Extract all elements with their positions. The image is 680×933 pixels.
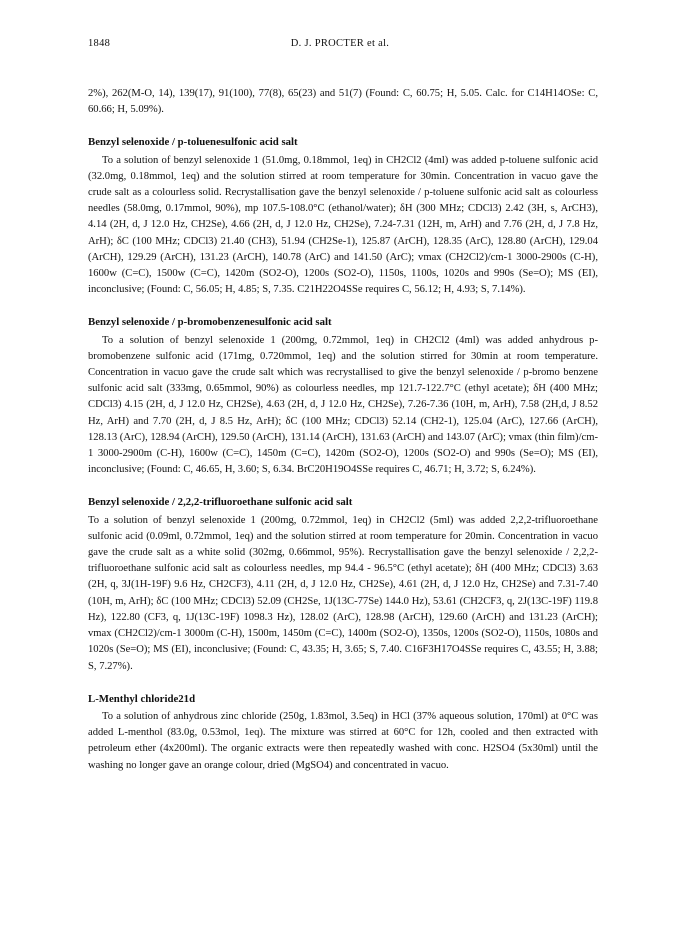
section-text: To a solution of benzyl selenoxide 1 (200mg, 0.72mmol, 1eq) in CH2Cl2 (4ml) was added anhydrous p-bromobenzene sulfonic acid (171mg, 0.720mmol, 1eq) and the solution stirred for 30min at room temperature. Concentration in vacuo gave the crude salt which was recrystallised to give the benzyl selenoxide / p-bromo benzene sulfonic acid salt (333mg, 0.65mmol, 90%) as colourless needles, mp 121.7-122.7°C (ethyl acetate); δH (400 MHz; CDCl3) 4.15 (2H, d, J 12.0 Hz, CH2Se), 4.63 (2H, d, J 12.0 Hz, CH2Se), 7.26-7.36 (10H, m, ArH), 7.58 (2H,d, J 8.52 Hz, ArH) and 7.70 (2H, d, J 8.5 Hz, ArH); δC (100 MHz; CDCl3) 52.14 (CH2-1), 125.04 (ArC), 127.66 (ArCH), 128.13 (ArC), 128.94 (ArCH), 129.50 (ArCH), 131.14 (ArCH), 131.63 (ArCH) and 143.07 (ArC); vmax (thin film)/cm-1 3000-2900m (C-H), 1600w (C=C), 1450m (C=C), 1420m (SO2-O), 1200s (SO2-O) and 990s (Se=O); MS (EI), inconclusive; (Found: C, 46.65, H, 3.60; S, 6.34. BrC20H19O4SSe requires C, 46.71; H, 3.72; S, 6.24%). (88, 334, 598, 476)
section-menthyl-chloride (88, 691, 598, 774)
section-text: To a solution of benzyl selenoxide 1 (51.0mg, 0.18mmol, 1eq) in CH2Cl2 (4ml) was added p-toluene sulfonic acid (32.0mg, 0.18mmol, 1eq) and the solution stirred at room temperature for 30min. Concentration in vacuo gave the crude salt as a colourless solid. Recrystallisation gave the benzyl selenoxide / p-toluene sulfonic acid salt as colourless needles (58.0mg, 0.17mmol, 90%), mp 107.5-108.0°C (ethanol/water); δH (300 MHz; CDCl3) 2.42 (3H, s, ArCH3), 4.14 (2H, d, J 12.0 Hz, CH2Se), 4.66 (2H, d, J 12.0 Hz, CH2Se), 7.24-7.31 (12H, m, ArH) and 7.76 (2H, d, J 7.8 Hz, ArH); δC (100 MHz; CDCl3) 21.40 (CH3), 51.94 (CH2Se-1), 125.87 (ArCH), 128.35 (ArC), 128.80 (ArCH), 129.04 (ArCH), 129.29 (ArCH), 131.23 (ArCH), 140.78 (ArC) and 141.50 (ArC); vmax (CH2Cl2)/cm-1 3000-2900s (C-H), 1600w (C=C), 1500w (C=C), 1420m (SO2-O), 1200s (SO2-O), 1150s, 1100s, 1020s and 990s (Se=O); MS (EI), inconclusive; (Found: C, 56.05; H, 4.85; S, 7.35. C21H22O4SSe requires C, 56.12; H, 4.93; S, 7.14%). (88, 154, 598, 296)
page-body (88, 86, 598, 774)
section-title: Benzyl selenoxide / p-toluenesulfonic acid salt (88, 136, 298, 149)
section-title: L-Menthyl chloride21d (88, 692, 196, 705)
section-title: Benzyl selenoxide / p-bromobenzenesulfonic acid salt (88, 316, 332, 329)
section-ptsa-salt (88, 134, 598, 298)
section-text: To a solution of anhydrous zinc chloride (250g, 1.83mol, 3.5eq) in HCl (37% aqueous solution, 170ml) at 0°C was added L-menthol (83.0g, 0.53mol, 1eq). The mixture was stirred at 60°C for 12h, cooled and then extracted with petroleum ether (4x200ml). The organic extracts were then repeatedly washed with conc. H2SO4 (5x30ml) until the washing no longer gave an orange colour, dried (MgSO4) and concentrated in vacuo. (88, 710, 598, 771)
page-number: 1848 (88, 38, 111, 49)
running-title: D. J. PROCTER et al. (290, 38, 390, 49)
intro-paragraph: 2%), 262(M-O, 14), 139(17), 91(100), 77(8), 65(23) and 51(7) (Found: C, 60.75; H, 5.05. Calc. for C14H14OSe: C, 60.66; H, 5.09%). (88, 88, 598, 116)
section-trifluoro-salt (88, 494, 598, 674)
section-title: Benzyl selenoxide / 2,2,2-trifluoroethane sulfonic acid salt (88, 496, 353, 509)
section-bromo-salt (88, 314, 598, 478)
section-text: To a solution of benzyl selenoxide 1 (200mg, 0.72mmol, 1eq) in CH2Cl2 (5ml) was added 2,2,2-trifluoroethane sulfonic acid (0.09ml, 0.72mmol, 1eq) and the solution stirred at room temperature for 20min. Concentration in vacuo gave the crude salt as a white solid (302mg, 0.66mmol, 95%). Recrystallisation gave the benzyl selenoxide / 2,2,2-trifluoroethane sulfonic acid salt as colourless needles, mp 94.4 - 96.5°C (ethyl acetate); δH (400 MHz; CDCl3) 3.63 (2H, q, 3J(1H-19F) 9.6 Hz, CH2CF3), 4.11 (2H, d, J 12.0 Hz, CH2Se), 4.61 (2H, d, J 12.0 Hz, CH2Se) and 7.31-7.40 (10H, m, ArH); δC (100 MHz; CDCl3) 52.09 (CH2Se, 1J(13C-77Se) 144.0 Hz), 53.61 (CH2CF3, q, 2J(13C-19F) 119.8 Hz), 122.80 (CF3, q, 1J(13C-19F) 1098.3 Hz), 128.02 (ArC), 128.98 (ArCH), 129.60 (ArCH) and 131.23 (ArCH); vmax (CH2Cl2)/cm-1 3000m (C-H), 1500m, 1450m (C=C), 1400m (SO2-O), 1350s, 1200s (SO2-O), 1150s, 1080s and 1020s (Se=O); MS (EI), inconclusive; (Found: C, 43.35; H, 3.65; S, 7.40. C16F3H17O4SSe requires C, 43.55; H, 3.88; S, 7.27%). (88, 514, 598, 672)
